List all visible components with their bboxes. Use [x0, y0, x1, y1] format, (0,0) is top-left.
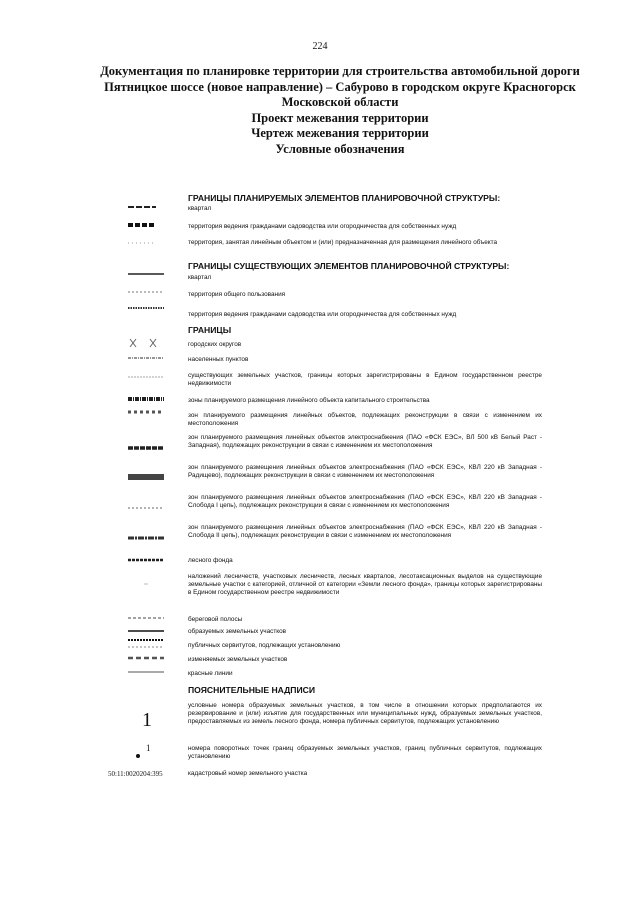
legend-symbol-kvl-220-radishchevo — [128, 473, 164, 481]
title-line: Условные обозначения — [275, 141, 405, 156]
legend-label: лесного фонда — [188, 557, 233, 564]
title-line: Документация по планировке территории для строительства автомобильной дороги — [100, 64, 580, 78]
legend-symbol-changed-plots — [128, 654, 164, 662]
legend-label: образуемых земельных участков — [188, 628, 287, 635]
legend-symbol-forestry-overlay — [128, 580, 164, 588]
legend-label: наложений лесничеств, участковых лесничеств, лесных кварталов, лесотаксационных выделов на существующие земельные участки с категорией, отличной от категории «Земли лесного фонда», границы которых зарегистрированы в Едином государственном реестре недвижимости — [188, 573, 542, 597]
legend-label: территория, занятая линейным объектом и (или) предназначенная для размещения линейного объекта — [188, 239, 498, 246]
legend-symbol-kvl-220-sloboda-1 — [128, 504, 164, 512]
document-title — [70, 64, 610, 157]
section-heading-notes: ПОЯСНИТЕЛЬНЫЕ НАДПИСИ — [188, 685, 316, 695]
title-line: Пятницкое шоссе (новое направление) – Сабурово в городском округе Красногорск — [104, 79, 576, 94]
legend-symbol-city-districts — [128, 338, 164, 348]
legend-label: территория общего пользования — [188, 291, 286, 298]
legend-symbol-existing-quarter — [128, 270, 164, 278]
cadastral-number-example: 50:11:0020204:395 — [108, 770, 163, 778]
legend-symbol-planned-quarter — [128, 203, 156, 211]
legend-symbol-forest-fund — [128, 556, 164, 564]
legend-symbol-formed-plots — [128, 627, 164, 635]
legend-label: зон планируемого размещения линейных объектов электроснабжения (ПАО «ФСК ЕЭС», КВЛ 220 кВ Западная - Радищево), подлежащих реконструкции в связи с изменением их местоположения — [188, 464, 542, 480]
title-line: Проект межевания территории — [251, 110, 429, 125]
legend-symbol-reconstruction-zone — [128, 408, 164, 416]
legend-label: кадастровый номер земельного участка — [188, 770, 308, 777]
legend-label: изменяемых земельных участков — [188, 656, 288, 663]
legend-label: зон планируемого размещения линейных объектов электроснабжения (ПАО «ФСК ЕЭС», ВЛ 500 кВ Белый Раст - Западная), подлежащих реконструкции в связи с изменением их местоположения — [188, 434, 542, 450]
legend-label: зоны планируемого размещения линейного объекта капитального строительства — [188, 397, 430, 404]
legend-label: условные номера образуемых земельных участков, в том числе в отношении которых предполагаются их резервирование и (или) изъятие для государственных или муниципальных нужд, образуемых земельных участков, предоставляемых из земель лесного фонда, номера публичных сервитутов, подлежащих установлению — [188, 702, 542, 726]
title-line: Чертеж межевания территории — [251, 126, 429, 140]
legend-label: зон планируемого размещения линейных объектов электроснабжения (ПАО «ФСК ЕЭС», КВЛ 220 кВ Западная - Слобода II цепь), подлежащих реконструкции в связи с изменением их местоположения — [188, 524, 542, 540]
legend-symbol-capital-construction-zone — [128, 395, 164, 403]
title-line: Московской области — [281, 95, 399, 109]
legend-label: территория ведения гражданами садоводства или огородничества для собственных нужд — [188, 223, 457, 230]
legend-label: территория ведения гражданами садоводства или огородничества для собственных нужд — [188, 311, 457, 318]
turning-point-icon — [134, 752, 142, 760]
legend-symbol-vl-500 — [128, 444, 164, 452]
section-heading-borders: ГРАНИЦЫ — [188, 325, 232, 335]
legend-label: номера поворотных точек границ образуемых земельных участков, границ публичных сервитутов, подлежащих установлению — [188, 745, 542, 761]
plot-number-example: 1 — [142, 709, 152, 731]
turning-point-number-example: 1 — [146, 743, 151, 753]
section-heading-planned: ГРАНИЦЫ ПЛАНИРУЕМЫХ ЭЛЕМЕНТОВ ПЛАНИРОВОЧНОЙ СТРУКТУРЫ: — [188, 193, 501, 203]
legend-label: публичных сервитутов, подлежащих установлению — [188, 642, 341, 649]
legend-symbol-planned-linear-object — [128, 238, 156, 248]
legend-label: квартал — [188, 205, 212, 212]
legend-symbol-kvl-220-sloboda-2 — [128, 534, 164, 542]
page-number: 224 — [312, 41, 328, 52]
section-heading-existing: ГРАНИЦЫ СУЩЕСТВУЮЩИХ ЭЛЕМЕНТОВ ПЛАНИРОВОЧНОЙ СТРУКТУРЫ: — [188, 261, 510, 271]
legend-symbol-planned-garden — [128, 221, 156, 229]
legend-label: береговой полосы — [188, 616, 243, 623]
legend-symbol-existing-public — [128, 288, 164, 296]
legend-label: существующих земельных участков, границы которых зарегистрированы в Едином государственном реестре недвижимости — [188, 372, 542, 388]
legend-label: зон планируемого размещения линейных объектов, подлежащих реконструкции в связи с изменением их местоположения — [188, 412, 542, 428]
legend-symbol-registered-plots — [128, 373, 164, 381]
legend-label: населенных пунктов — [188, 356, 249, 363]
legend-symbol-red-lines — [128, 668, 164, 676]
legend-symbol-shore-strip — [128, 614, 164, 622]
legend-label: зон планируемого размещения линейных объектов электроснабжения (ПАО «ФСК ЕЭС», КВЛ 220 кВ Западная - Слобода I цепь), подлежащих реконструкции в связи с изменением их местоположения — [188, 494, 542, 510]
legend-label: городских округов — [188, 341, 242, 348]
legend-label: квартал — [188, 274, 212, 281]
legend-symbol-public-servitudes — [128, 637, 164, 651]
legend-label: красные линии — [188, 670, 233, 677]
legend-symbol-settlements — [128, 354, 164, 362]
legend-symbol-existing-garden — [128, 304, 164, 312]
